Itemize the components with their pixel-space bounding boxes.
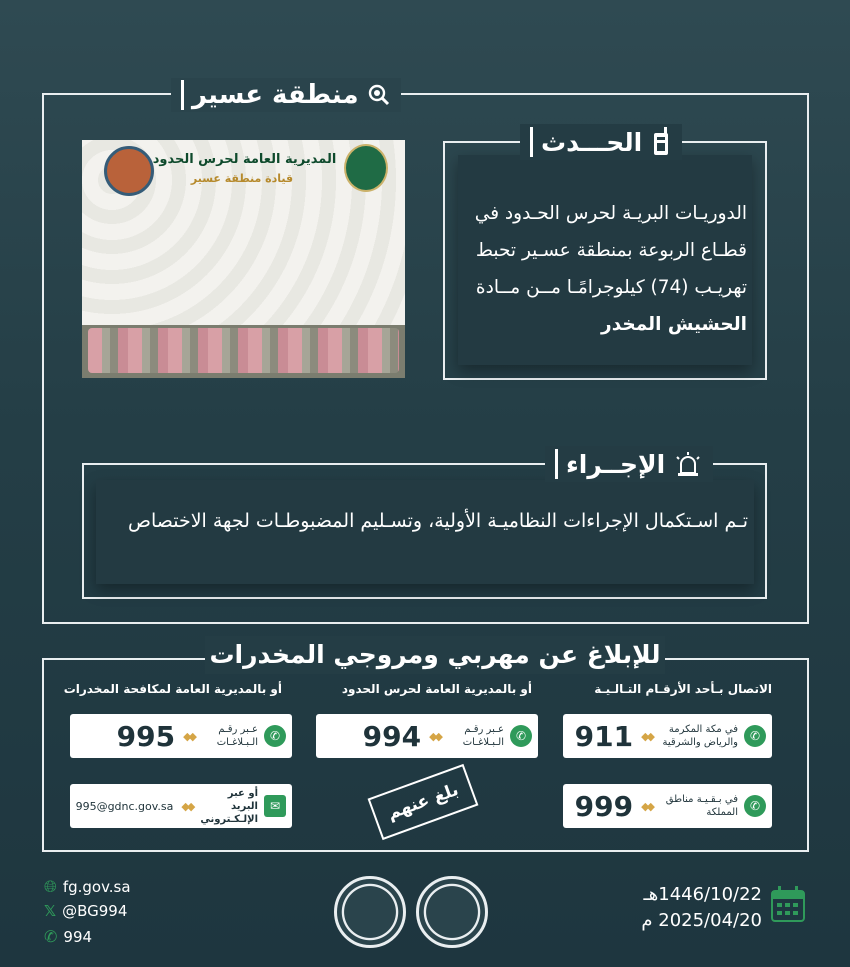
phone-icon: ✆ <box>744 795 766 817</box>
hotline-911-number: 911 <box>574 719 634 753</box>
hotline-999[interactable] <box>563 784 772 828</box>
siren-icon <box>673 451 703 477</box>
diamond-dots-icon: ◆◆ <box>641 799 652 813</box>
emblem-anti-narcotics <box>334 876 406 948</box>
title-divider <box>181 80 184 110</box>
date-gregorian: 2025/04/20 م <box>641 910 762 931</box>
seizure-photo <box>82 140 405 378</box>
emblem-border-guard <box>416 876 488 948</box>
diamond-dots-icon: ◆◆ <box>181 799 193 813</box>
col2-title: أو بالمديرية العامة لحرس الحدود <box>341 682 532 696</box>
event-title-tab <box>520 124 682 160</box>
event-title: الحـــدث <box>541 127 643 157</box>
photo-banner-line1: المديرية العامة لحرس الحدود <box>152 152 337 167</box>
emblem-right <box>344 144 388 192</box>
diamond-dots-icon: ◆◆ <box>641 729 652 743</box>
region-title-tab <box>171 78 401 112</box>
phone-text: 994 <box>63 927 93 946</box>
region-title: منطقة عسير <box>192 80 359 110</box>
hotline-995[interactable] <box>70 714 292 758</box>
globe-icon: 🌐︎ <box>44 877 57 896</box>
email-icon: ✉ <box>264 795 286 817</box>
calendar-icon <box>770 885 806 923</box>
email-contact[interactable] <box>70 784 292 828</box>
footer-phone[interactable] <box>44 927 92 946</box>
hotline-994-number: 994 <box>362 719 422 753</box>
action-text: تـم اسـتكمال الإجراءات النظاميـة الأولية، وتسـليم المضبوطـات لجهة الاختصاص <box>128 510 748 532</box>
emblem-left <box>104 146 154 196</box>
hotline-994-label: عـبر رقـم الـبـلاغـات <box>462 724 504 748</box>
phone-icon: ✆ <box>510 725 532 747</box>
hotline-995-number: 995 <box>116 719 176 753</box>
report-title: للإبلاغ عن مهربي ومروجي المخدرات <box>205 636 665 674</box>
hotline-999-label: في بـقـيـة مناطق المملكة <box>665 794 738 818</box>
action-title-tab <box>545 446 713 482</box>
phone-icon: ✆ <box>44 927 58 946</box>
date-hijri: 1446/10/22هـ <box>643 884 762 905</box>
hotline-995-label: عـبر رقـم الـبـلاغـات <box>216 724 258 748</box>
phone-icon: ✆ <box>744 725 766 747</box>
event-text-bold: الحشيش المخدر <box>601 314 747 335</box>
phone-icon: ✆ <box>264 725 286 747</box>
twitter-text: @BG994 <box>62 902 128 920</box>
x-logo-icon: 𝕏 <box>44 902 57 920</box>
report-stamp-text: بلغ عنهم <box>384 779 462 825</box>
hotline-999-number: 999 <box>574 789 634 823</box>
email-label: أو عبر البريد الإلـكـتروني <box>200 787 258 825</box>
walkie-talkie-icon <box>650 127 672 157</box>
website-text: fg.gov.sa <box>62 878 131 896</box>
diamond-dots-icon: ◆◆ <box>429 729 440 743</box>
diamond-dots-icon: ◆◆ <box>183 729 194 743</box>
event-text-body: الدوريـات البريـة لحرس الحـدود في قطـاع الربوعة بمنطقة عسـير تحبط تهريـب (74) كيلوجرامًـا مــن مــادة <box>474 203 747 298</box>
footer-website[interactable] <box>44 877 131 897</box>
action-title: الإجــراء <box>566 449 666 479</box>
search-badge-icon <box>367 83 391 107</box>
action-title-divider <box>555 449 558 479</box>
email-address[interactable]: 995@gdnc.gov.sa <box>75 799 174 813</box>
drug-packages-pile <box>88 328 399 373</box>
col1-title: الاتصال بـأحد الأرقـام التـالـيـة <box>594 682 772 696</box>
hotline-994[interactable] <box>316 714 538 758</box>
photo-banner-line2: قيادة منطقة عسير <box>190 172 294 185</box>
hotline-911[interactable] <box>563 714 772 758</box>
event-text <box>452 195 747 343</box>
event-title-divider <box>530 127 533 157</box>
footer-twitter[interactable] <box>44 902 127 920</box>
col3-title: أو بالمديرية العامة لمكافحة المخدرات <box>63 682 282 696</box>
hotline-911-label: في مكة المكرمة والرياض والشرقية <box>662 724 738 748</box>
